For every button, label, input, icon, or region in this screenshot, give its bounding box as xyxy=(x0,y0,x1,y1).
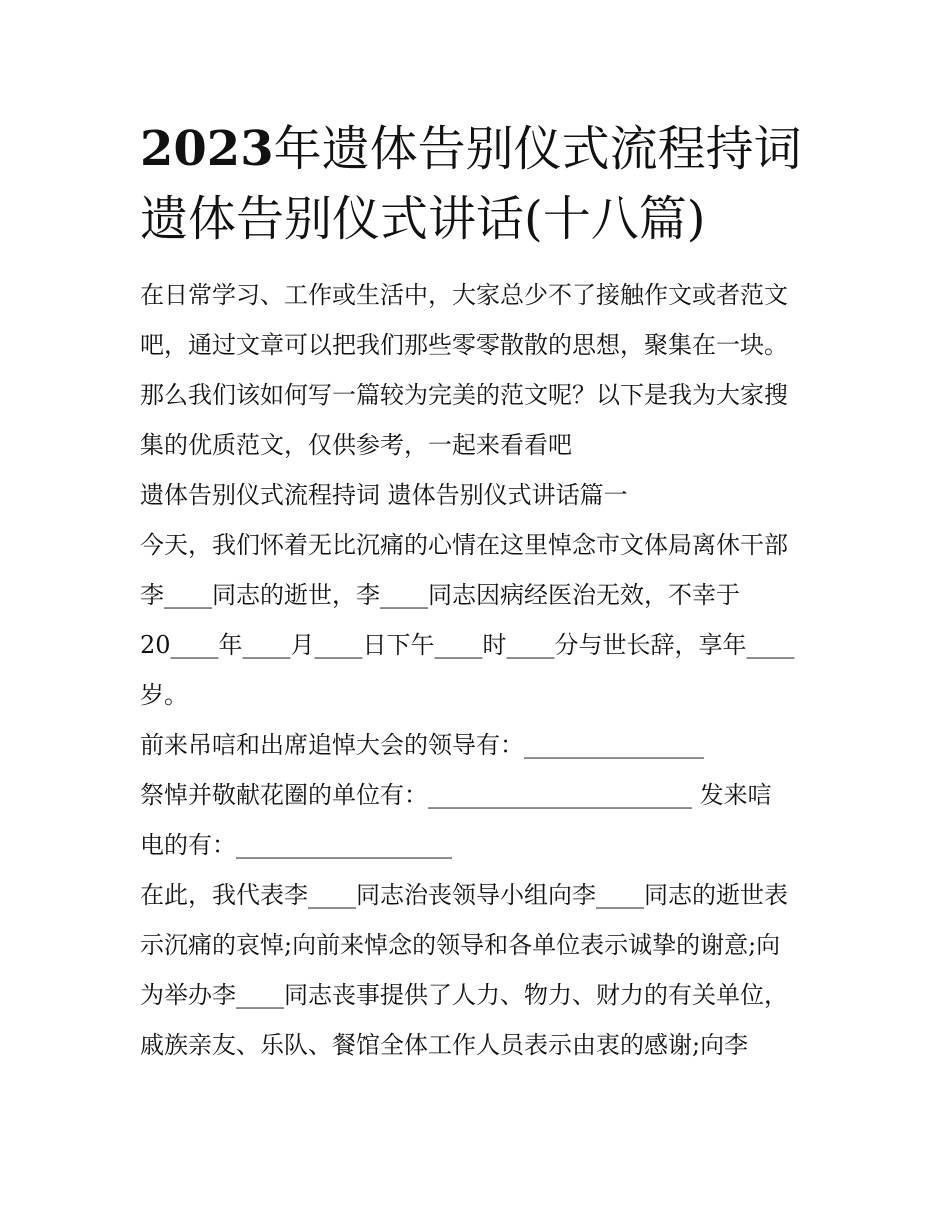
paragraph-line: 在此，我代表李____同志治丧领导小组向李____同志的逝世表 xyxy=(140,881,788,909)
paragraph-line: 今天，我们怀着无比沉痛的心情在这里悼念市文体局离休干部 xyxy=(140,531,788,559)
intro-line: 在日常学习、工作或生活中，大家总少不了接触作文或者范文 xyxy=(140,281,788,309)
paragraph-line: 岁。 xyxy=(140,681,188,709)
wreath-paragraph xyxy=(140,770,820,870)
intro-line: 吧，通过文章可以把我们那些零零散散的思想，聚集在一块。 xyxy=(140,331,788,359)
paragraph-line: 为举办李____同志丧事提供了人力、物力、财力的有关单位， xyxy=(140,981,788,1009)
intro-line: 集的优质范文，仅供参考，一起来看看吧 xyxy=(140,431,572,459)
paragraph-2 xyxy=(140,870,820,1070)
leaders-line: 前来吊唁和出席追悼大会的领导有：_______________ xyxy=(140,731,704,759)
intro-paragraph xyxy=(140,270,820,470)
paragraph-line: 戚族亲友、乐队、餐馆全体工作人员表示由衷的感谢;向李 xyxy=(140,1031,749,1059)
paragraph-line: 祭悼并敬献花圈的单位有：______________________ 发来唁 xyxy=(140,781,772,809)
title-line-1 xyxy=(140,114,820,184)
paragraph-line: 电的有：__________________ xyxy=(140,831,452,859)
document-title xyxy=(140,114,820,254)
paragraph-1 xyxy=(140,520,820,720)
paragraph-line: 李____同志的逝世，李____同志因病经医治无效，不幸于 xyxy=(140,581,740,609)
title-line-2: 遗体告别仪式讲话(十八篇) xyxy=(140,191,706,247)
title-line-1-text: 年遗体告别仪式流程持词 xyxy=(273,121,802,177)
intro-line: 那么我们该如何写一篇较为完美的范文呢？以下是我为大家搜 xyxy=(140,381,788,409)
paragraph-line: 示沉痛的哀悼;向前来悼念的领导和各单位表示诚挚的谢意;向 xyxy=(140,931,781,959)
title-year: 2023 xyxy=(140,121,274,177)
section-heading: 遗体告别仪式流程持词 遗体告别仪式讲话篇一 xyxy=(140,481,628,509)
paragraph-line: 20____年____月____日下午____时____分与世长辞，享年____ xyxy=(140,631,795,659)
document-content xyxy=(140,114,820,1070)
document-body xyxy=(140,270,820,1070)
